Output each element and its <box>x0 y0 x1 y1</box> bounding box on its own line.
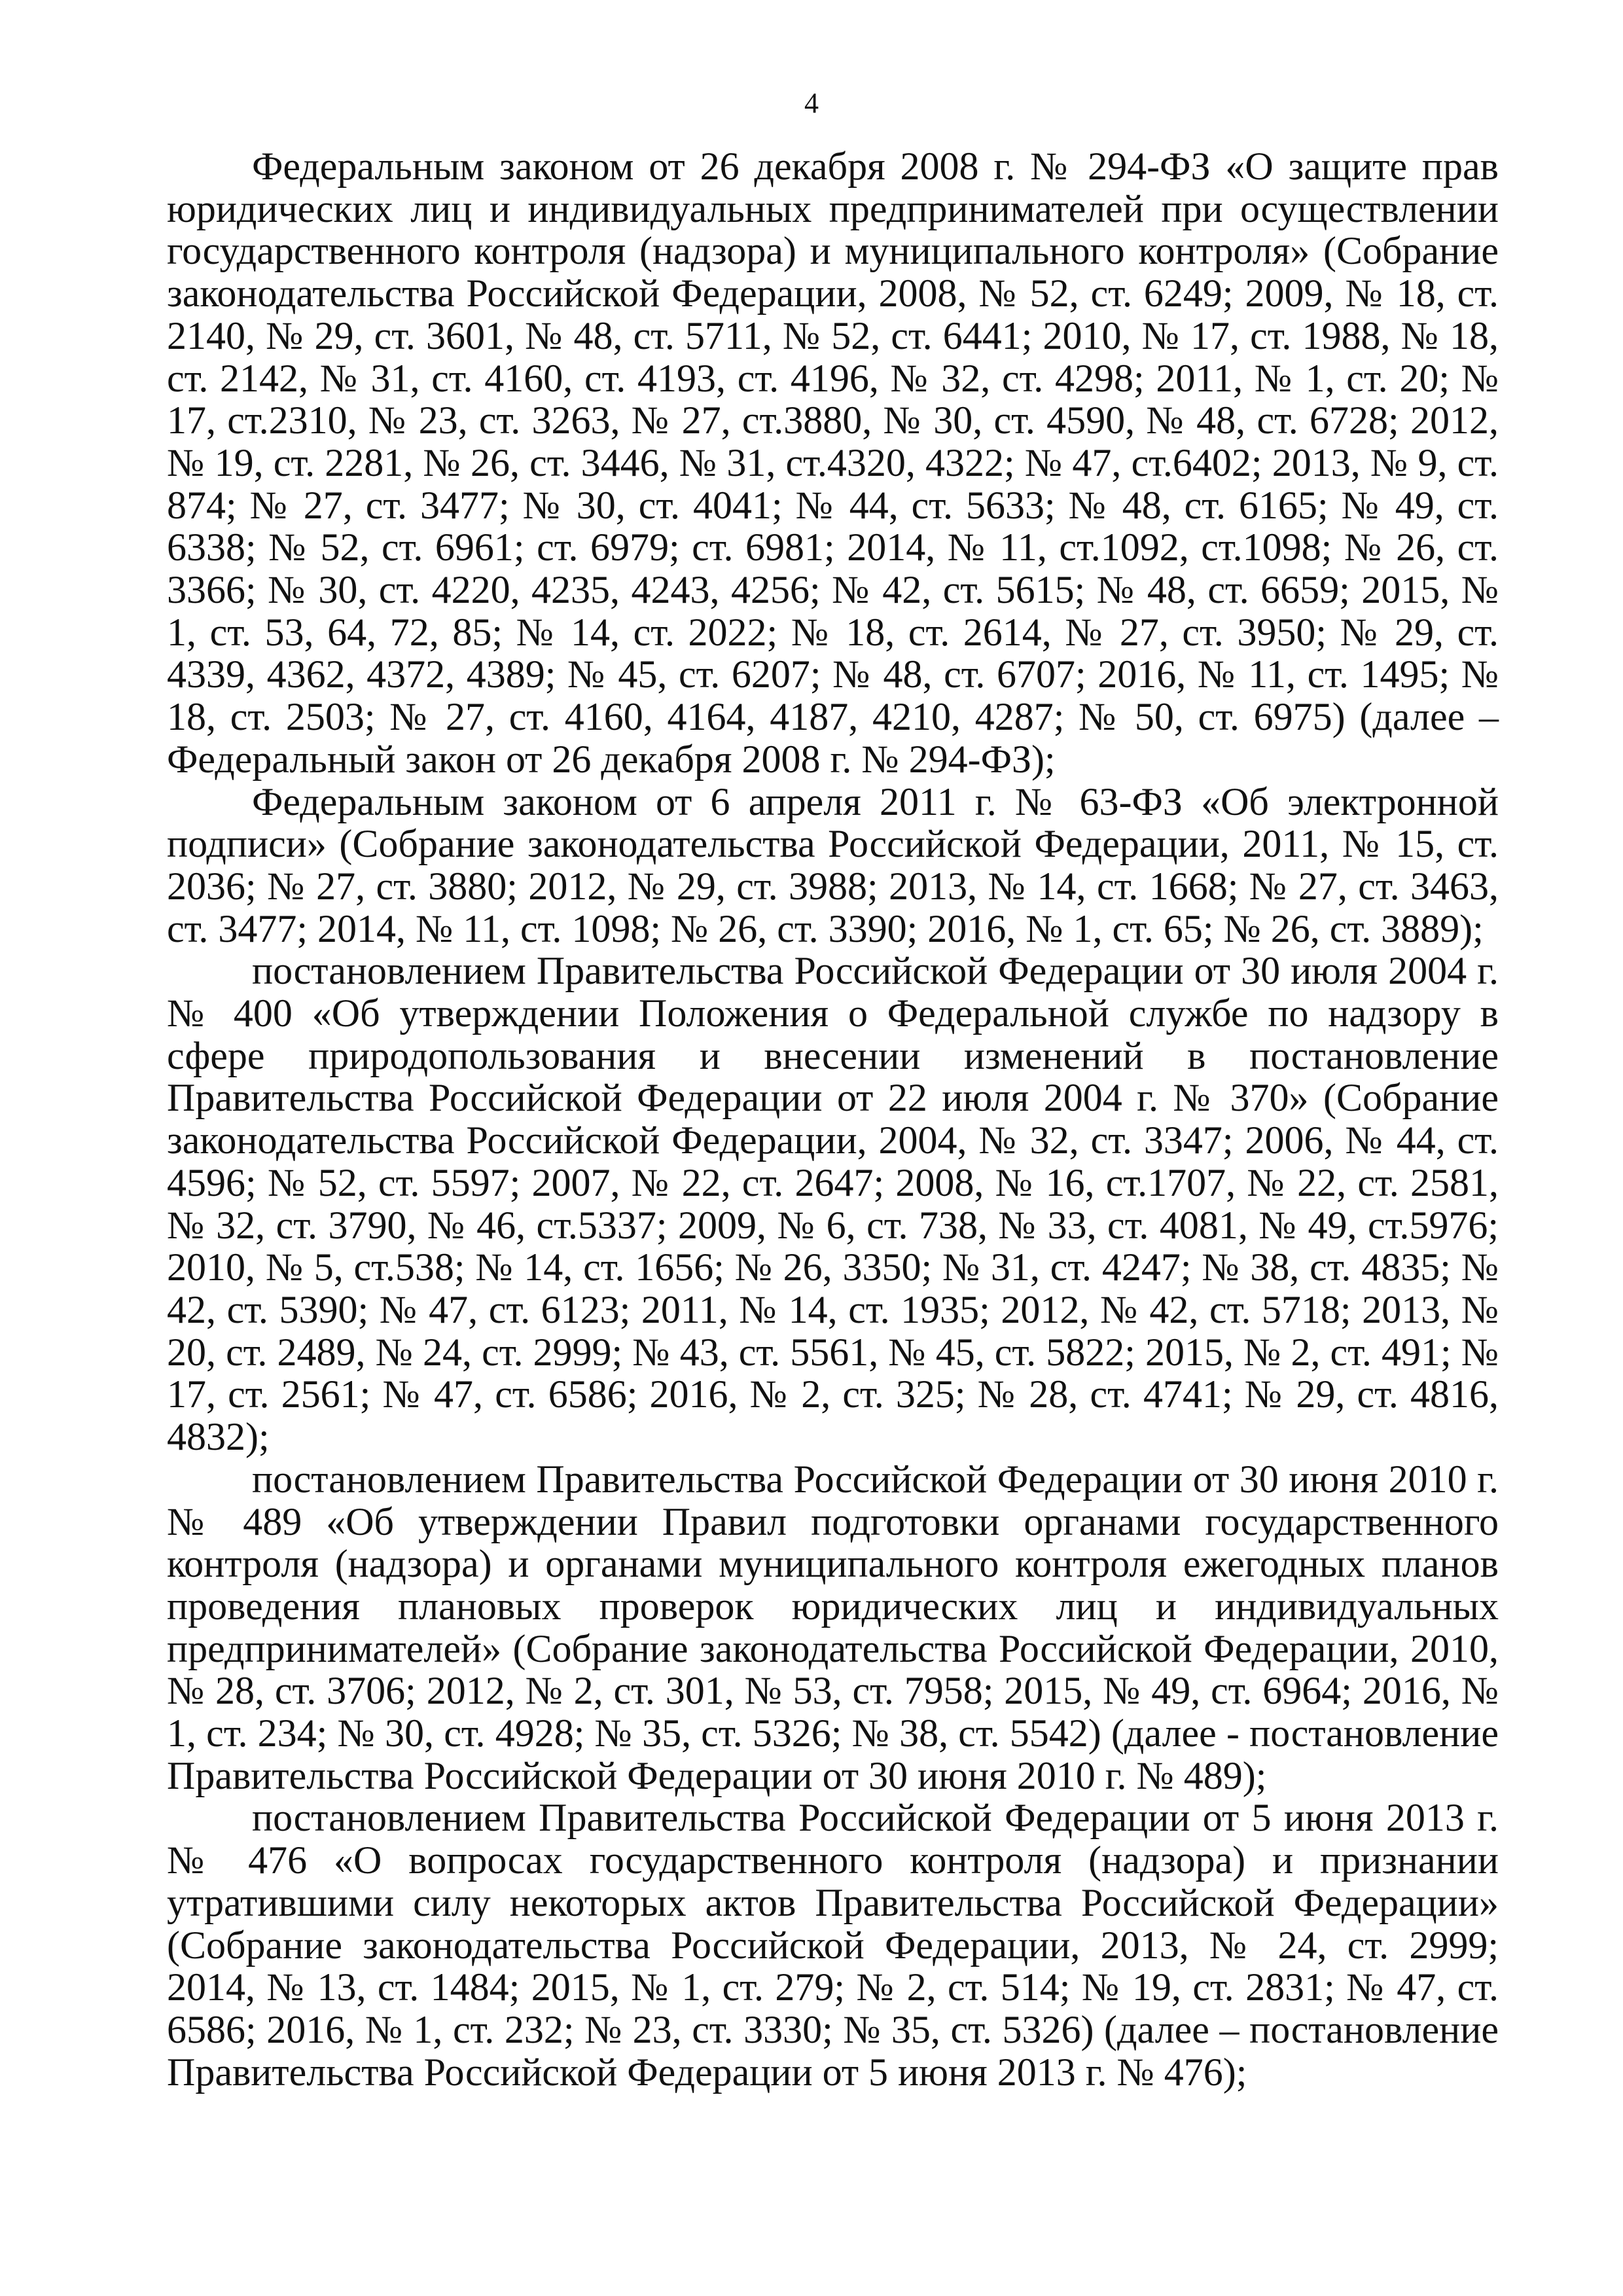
paragraph-decree-476: постановлением Правительства Российской Федерации от 5 июня 2013 г. № 476 «О вопросах государственного контроля (надзора) и признании утратившими силу некоторых актов Правительства Российской Федерации» (Собрание законодательства Российской Федерации, 2013, № 24, ст. 2999; 2014, № 13, ст. 1484; 2015, № 1, ст. 279; № 2, ст. 514; № 19, ст. 2831; № 47, ст. 6586; 2016, № 1, ст. 232; № 23, ст. 3330; № 35, ст. 5326) (далее – постановление Правительства Российской Федерации от 5 июня 2013 г. № 476); <box>167 1796 1499 2094</box>
document-body <box>167 145 1499 2093</box>
paragraph-federal-law-63: Федеральным законом от 6 апреля 2011 г. № 63-ФЗ «Об электронной подписи» (Собрание законодательства Российской Федерации, 2011, № 15, ст. 2036; № 27, ст. 3880; 2012, № 29, ст. 3988; 2013, № 14, ст. 1668; № 27, ст. 3463, ст. 3477; 2014, № 11, ст. 1098; № 26, ст. 3390; 2016, № 1, ст. 65; № 26, ст. 3889); <box>167 780 1499 950</box>
paragraph-federal-law-294: Федеральным законом от 26 декабря 2008 г. № 294-ФЗ «О защите прав юридических лиц и индивидуальных предпринимателей при осуществлении государственного контроля (надзора) и муниципального контроля» (Собрание законодательства Российской Федерации, 2008, № 52, ст. 6249; 2009, № 18, ст. 2140, № 29, ст. 3601, № 48, ст. 5711, № 52, ст. 6441; 2010, № 17, ст. 1988, № 18, ст. 2142, № 31, ст. 4160, ст. 4193, ст. 4196, № 32, ст. 4298; 2011, № 1, ст. 20; № 17, ст.2310, № 23, ст. 3263, № 27, ст.3880, № 30, ст. 4590, № 48, ст. 6728; 2012, № 19, ст. 2281, № 26, ст. 3446, № 31, ст.4320, 4322; № 47, ст.6402; 2013, № 9, ст. 874; № 27, ст. 3477; № 30, ст. 4041; № 44, ст. 5633; № 48, ст. 6165; № 49, ст. 6338; № 52, ст. 6961; ст. 6979; ст. 6981; 2014, № 11, ст.1092, ст.1098; № 26, ст. 3366; № 30, ст. 4220, 4235, 4243, 4256; № 42, ст. 5615; № 48, ст. 6659; 2015, № 1, ст. 53, 64, 72, 85; № 14, ст. 2022; № 18, ст. 2614, № 27, ст. 3950; № 29, ст. 4339, 4362, 4372, 4389; № 45, ст. 6207; № 48, ст. 6707; 2016, № 11, ст. 1495; № 18, ст. 2503; № 27, ст. 4160, 4164, 4187, 4210, 4287; № 50, ст. 6975) (далее – Федеральный закон от 26 декабря 2008 г. № 294-ФЗ); <box>167 145 1499 781</box>
paragraph-decree-400: постановлением Правительства Российской Федерации от 30 июля 2004 г. № 400 «Об утверждении Положения о Федеральной службе по надзору в сфере природопользования и внесении изменений в постановление Правительства Российской Федерации от 22 июля 2004 г. № 370» (Собрание законодательства Российской Федерации, 2004, № 32, ст. 3347; 2006, № 44, ст. 4596; № 52, ст. 5597; 2007, № 22, ст. 2647; 2008, № 16, ст.1707, № 22, ст. 2581, № 32, ст. 3790, № 46, ст.5337; 2009, № 6, ст. 738, № 33, ст. 4081, № 49, ст.5976; 2010, № 5, ст.538; № 14, ст. 1656; № 26, 3350; № 31, ст. 4247; № 38, ст. 4835; № 42, ст. 5390; № 47, ст. 6123; 2011, № 14, ст. 1935; 2012, № 42, ст. 5718; 2013, № 20, ст. 2489, № 24, ст. 2999; № 43, ст. 5561, № 45, ст. 5822; 2015, № 2, ст. 491; № 17, ст. 2561; № 47, ст. 6586; 2016, № 2, ст. 325; № 28, ст. 4741; № 29, ст. 4816, 4832); <box>167 949 1499 1459</box>
paragraph-decree-489: постановлением Правительства Российской Федерации от 30 июня 2010 г. № 489 «Об утверждении Правил подготовки органами государственного контроля (надзора) и органами муниципального контроля ежегодных планов проведения плановых проверок юридических лиц и индивидуальных предпринимателей» (Собрание законодательства Российской Федерации, 2010, № 28, ст. 3706; 2012, № 2, ст. 301, № 53, ст. 7958; 2015, № 49, ст. 6964; 2016, № 1, ст. 234; № 30, ст. 4928; № 35, ст. 5326; № 38, ст. 5542) (далее - постановление Правительства Российской Федерации от 30 июня 2010 г. № 489); <box>167 1457 1499 1797</box>
page-number: 4 <box>804 87 819 119</box>
